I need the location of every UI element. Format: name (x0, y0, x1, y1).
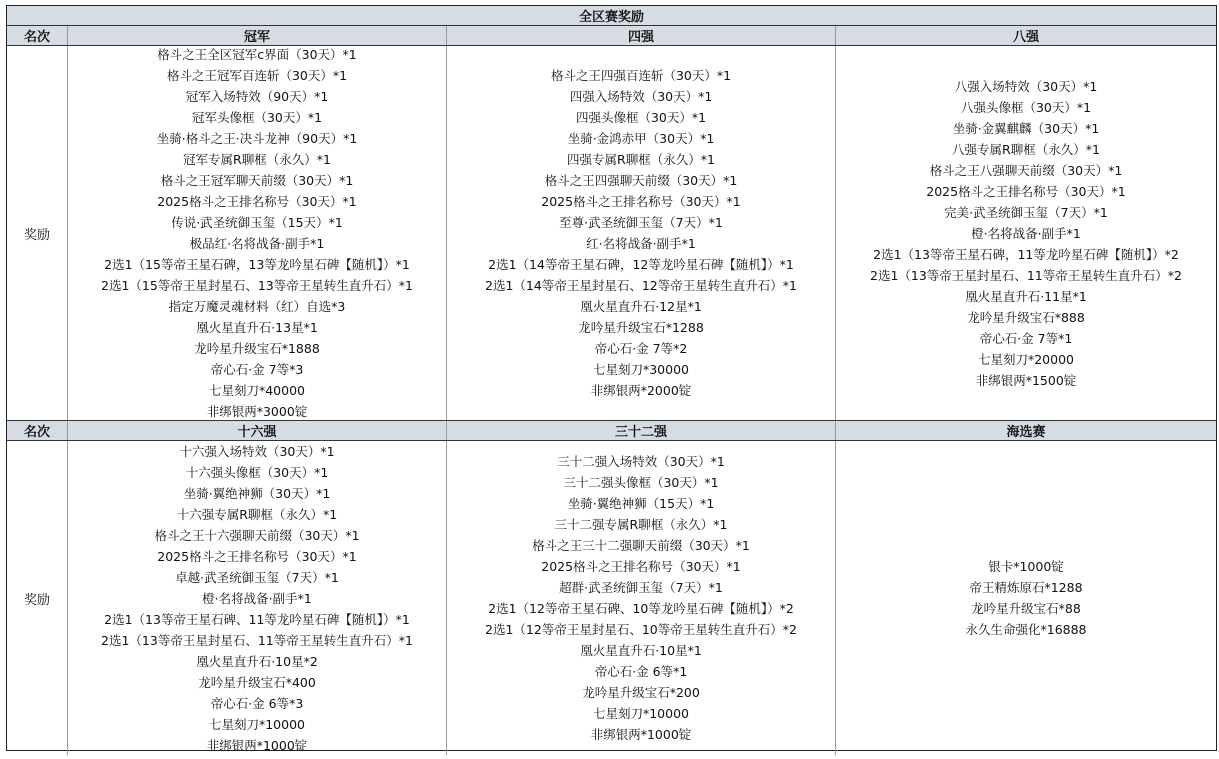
header-top8: 八强 (1012, 30, 1039, 45)
reward-item: 2选1（13等帝王星石碑，11等龙吟星石碑【随机】）*2 (873, 246, 1179, 262)
reward-item: 格斗之王三十二强聊天前缀（30天）*1 (532, 538, 750, 553)
reward-item: 坐骑·金鸿赤甲（30天）*1 (567, 131, 715, 146)
reward-item: 三十二强入场特效（30天）*1 (557, 454, 725, 469)
reward-item: 十六强入场特效（30天）*1 (179, 443, 335, 459)
row-label: 奖励 (7, 441, 68, 755)
reward-item: 八强头像框（30天）*1 (960, 99, 1092, 115)
reward-item: 凰火星直升石·11星*1 (965, 288, 1087, 304)
reward-item: 龙吟星升级宝石*200 (582, 685, 700, 700)
reward-item: 格斗之王冠军百连斩（30天）*1 (166, 68, 348, 83)
reward-item: 超群·武圣统御玉玺（7天）*1 (559, 580, 723, 595)
reward-item: 非绑银两*2000锭 (590, 383, 692, 398)
reward-item: 冠军入场特效（90天）*1 (185, 89, 329, 104)
reward-item: 橙·名将战备·副手*1 (971, 225, 1081, 241)
header-top32: 三十二强 (447, 421, 836, 440)
reward-item: 帝心石·金 7等*2 (594, 341, 688, 356)
reward-item: 龙吟星升级宝石*400 (198, 674, 316, 690)
reward-item: 传说·武圣统御玉玺（15天）*1 (171, 215, 343, 230)
reward-item: 龙吟星升级宝石*1888 (194, 341, 320, 356)
reward-item: 帝王精炼原石*1288 (969, 580, 1083, 595)
reward-item: 2025格斗之王排名称号（30天）*1 (157, 548, 357, 564)
reward-item: 2选1（14等帝王星封星石、12等帝王星转生直升石）*1 (485, 278, 797, 293)
table-title: 全区赛奖励 (7, 6, 1216, 26)
reward-item: 坐骑·金翼麒麟（30天）*1 (952, 120, 1100, 136)
reward-item: 卓越·武圣统御玉玺（7天）*1 (175, 569, 339, 585)
reward-item: 永久生命强化*16888 (965, 622, 1087, 637)
reward-item: 2选1（13等帝王星石碑、11等龙吟星石碑【随机】）*1 (104, 611, 410, 627)
reward-item: 至尊·武圣统御玉玺（7天）*1 (559, 215, 723, 230)
top32-rewards (447, 441, 836, 755)
header-rank: 名次 (7, 26, 68, 45)
reward-item: 凰火星直升石·10星*1 (580, 643, 702, 658)
reward-item: 八强入场特效（30天）*1 (954, 78, 1098, 94)
reward-row-1 (7, 46, 1216, 421)
top8-rewards (836, 46, 1216, 420)
reward-item: 七星刻刀*20000 (977, 351, 1074, 367)
reward-item: 2选1（15等帝王星石碑，13等龙吟星石碑【随机】）*1 (104, 257, 410, 272)
header-champion: 冠军 (68, 26, 447, 45)
reward-item: 2025格斗之王排名称号（30天）*1 (541, 194, 741, 209)
reward-item: 橙·名将战备·副手*1 (202, 590, 312, 606)
qualifier-rewards (836, 441, 1216, 755)
reward-item: 七星刻刀*30000 (592, 362, 689, 377)
champion-rewards (68, 46, 447, 420)
reward-item: 非绑银两*1000锭 (590, 727, 692, 742)
header-row-1 (7, 26, 1216, 46)
header-row-2 (7, 421, 1216, 441)
reward-item: 坐骑·翼绝神狮（15天）*1 (567, 496, 715, 511)
reward-item: 2025格斗之王排名称号（30天）*1 (157, 194, 357, 209)
reward-item: 帝心石·金 6等*3 (210, 695, 304, 711)
reward-item: 红·名将战备·副手*1 (586, 236, 696, 251)
reward-item: 冠军头像框（30天）*1 (191, 110, 323, 125)
reward-item: 2选1（12等帝王星石碑、10等龙吟星石碑【随机】）*2 (488, 601, 794, 616)
reward-item: 七星刻刀*10000 (208, 716, 305, 732)
reward-item: 四强专属R聊框（永久）*1 (567, 152, 715, 167)
reward-item: 三十二强专属R聊框（永久）*1 (554, 517, 728, 532)
reward-item: 十六强头像框（30天）*1 (185, 464, 329, 480)
reward-item: 格斗之王四强聊天前缀（30天）*1 (544, 173, 738, 188)
reward-item: 非绑银两*3000锭 (206, 404, 308, 419)
reward-item: 极品红·名将战备·副手*1 (189, 236, 325, 251)
row-label: 奖励 (7, 46, 68, 420)
reward-row-2 (7, 441, 1216, 755)
reward-item: 龙吟星升级宝石*88 (971, 601, 1081, 616)
reward-item: 2025格斗之王排名称号（30天）*1 (541, 559, 741, 574)
reward-item: 格斗之王全区冠军c界面（30天）*1 (157, 47, 357, 62)
top16-rewards (68, 441, 447, 755)
reward-item: 三十二强头像框（30天）*1 (563, 475, 719, 490)
reward-item: 帝心石·金 6等*1 (594, 664, 688, 679)
reward-item: 七星刻刀*10000 (592, 706, 689, 721)
reward-item: 非绑银两*1500锭 (975, 372, 1077, 388)
reward-item: 2选1（13等帝王星封星石、11等帝王星转生直升石）*1 (101, 632, 413, 648)
reward-item: 帝心石·金 7等*3 (210, 362, 304, 377)
reward-item: 坐骑·格斗之王·决斗龙神（90天）*1 (156, 131, 358, 146)
reward-item: 帝心石·金 7等*1 (979, 330, 1073, 346)
reward-item: 格斗之王冠军聊天前缀（30天）*1 (160, 173, 354, 188)
reward-item: 龙吟星升级宝石*1288 (578, 320, 704, 335)
top4-rewards (447, 46, 836, 420)
reward-item: 2选1（14等帝王星石碑，12等龙吟星石碑【随机】）*1 (488, 257, 794, 272)
reward-item: 2选1（12等帝王星封星石、10等帝王星转生直升石）*2 (485, 622, 797, 637)
reward-item: 非绑银两*1000锭 (206, 737, 308, 753)
reward-item: 坐骑·翼绝神狮（30天）*1 (183, 485, 331, 501)
reward-item: 冠军专属R聊框（永久）*1 (183, 152, 331, 167)
reward-item: 指定万魔灵魂材料（红）自选*3 (168, 299, 346, 314)
reward-item: 龙吟星升级宝石*888 (967, 309, 1085, 325)
header-rank: 名次 (7, 421, 68, 440)
reward-item: 四强入场特效（30天）*1 (569, 89, 713, 104)
header-qualifier: 海选赛 (1006, 425, 1046, 440)
header-top4: 四强 (447, 26, 836, 45)
reward-item: 凰火星直升石·13星*1 (196, 320, 318, 335)
reward-item: 格斗之王八强聊天前缀（30天）*1 (929, 162, 1123, 178)
reward-item: 完美·武圣统御玉玺（7天）*1 (944, 204, 1108, 220)
reward-item: 2选1（15等帝王星封星石、13等帝王星转生直升石）*1 (101, 278, 413, 293)
reward-table (6, 5, 1217, 751)
reward-item: 格斗之王四强百连斩（30天）*1 (550, 68, 732, 83)
reward-item: 格斗之王十六强聊天前缀（30天）*1 (154, 527, 360, 543)
reward-item: 四强头像框（30天）*1 (575, 110, 707, 125)
reward-item: 凰火星直升石·12星*1 (580, 299, 702, 314)
reward-item: 十六强专属R聊框（永久）*1 (176, 506, 338, 522)
reward-item: 2025格斗之王排名称号（30天）*1 (926, 183, 1126, 199)
header-top16: 十六强 (68, 421, 447, 440)
reward-item: 七星刻刀*40000 (208, 383, 305, 398)
reward-item: 凰火星直升石·10星*2 (196, 653, 318, 669)
reward-item: 银卡*1000锭 (988, 559, 1064, 574)
reward-item: 八强专属R聊框（永久）*1 (952, 141, 1100, 157)
reward-item: 2选1（13等帝王星封星石、11等帝王星转生直升石）*2 (870, 267, 1182, 283)
